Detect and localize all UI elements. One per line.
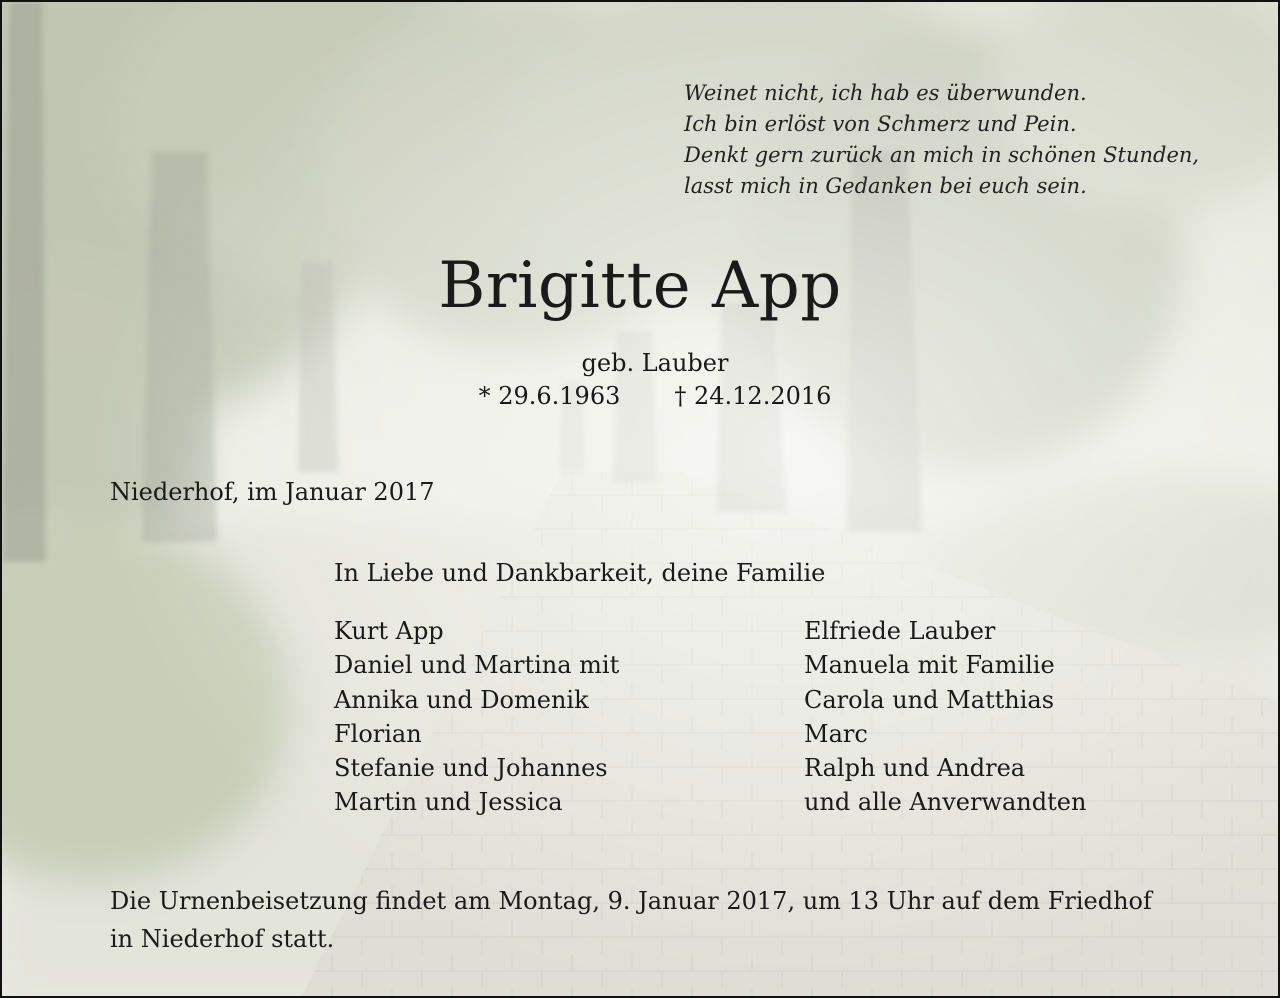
family-member: und alle Anverwandten (804, 788, 1087, 817)
deceased-name: Brigitte App (438, 249, 842, 323)
poem-line: lasst mich in Gedanken bei euch sein. (684, 174, 1087, 198)
family-member: Martin und Jessica (334, 788, 563, 817)
family-member: Kurt App (334, 617, 444, 645)
family-member: Marc (804, 719, 868, 748)
family-member: Annika und Domenik (334, 685, 589, 714)
poem-line: Denkt gern zurück an mich in schönen Stunden, (684, 143, 1200, 167)
memorial-poem (684, 78, 1199, 202)
family-member: Ralph und Andrea (804, 754, 1026, 783)
poem-line: Ich bin erlöst von Schmerz und Pein. (684, 112, 1077, 136)
notice-line: in Niederhof statt. (110, 925, 335, 953)
notice-line: Die Urnenbeisetzung findet am Montag, 9. Januar 2017, um 13 Uhr auf dem Friedhof (110, 887, 1152, 915)
birth-date: * 29.6.1963 (478, 382, 621, 410)
family-list-left (334, 614, 619, 820)
place-and-date: Niederhof, im Januar 2017 (110, 478, 435, 506)
family-member: Manuela mit Familie (804, 651, 1055, 680)
poem-line: Weinet nicht, ich hab es überwunden. (684, 81, 1087, 105)
family-list-right (804, 614, 1086, 820)
death-date: † 24.12.2016 (674, 382, 832, 410)
family-member: Carola und Matthias (804, 685, 1055, 714)
burial-notice (110, 882, 1152, 958)
maiden-name: geb. Lauber (581, 349, 729, 377)
family-member: Elfriede Lauber (804, 617, 996, 645)
family-member: Florian (334, 719, 422, 748)
family-intro: In Liebe und Dankbarkeit, deine Familie (334, 559, 826, 587)
family-member: Daniel und Martina mit (334, 651, 620, 680)
life-dates (2, 380, 1280, 412)
family-member: Stefanie und Johannes (334, 754, 608, 783)
